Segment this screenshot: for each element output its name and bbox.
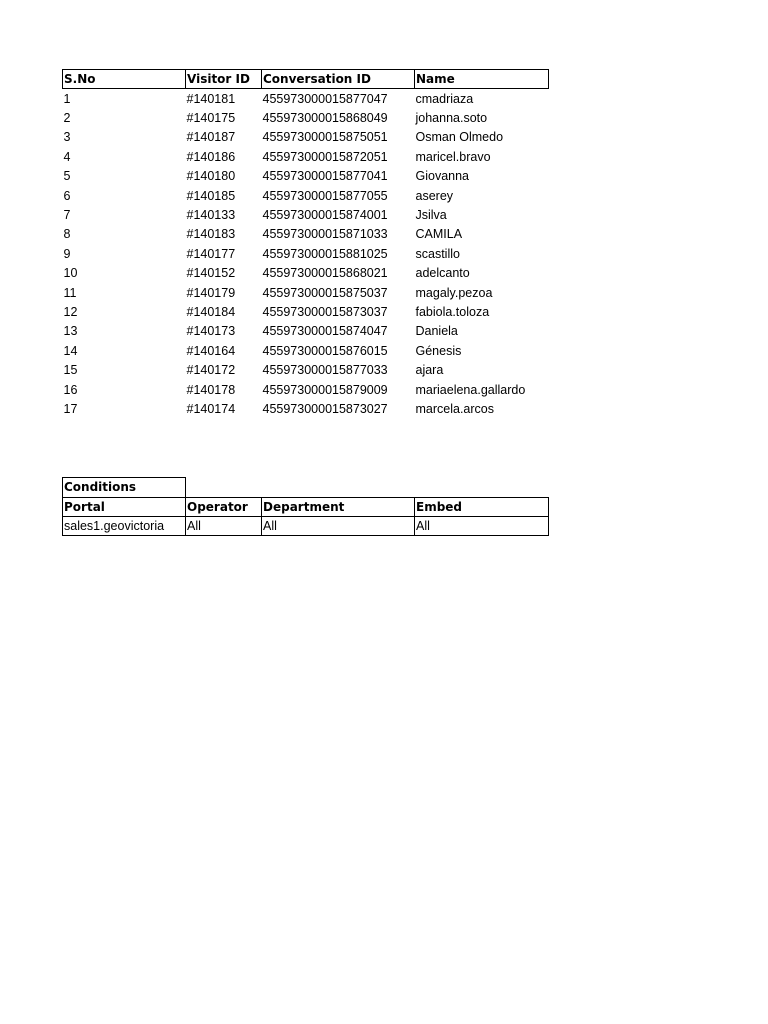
table-row [63,186,549,205]
cell-visitor-id: #140173 [186,324,236,339]
cell-conversation-id: 455973000015879009 [262,382,388,397]
cell-name: johanna.soto [415,111,488,126]
header-sno: S.No [63,70,186,89]
cell-name: marcela.arcos [415,401,494,416]
cell-sno: 6 [63,188,71,203]
cell-name: Génesis [415,343,462,358]
cell-sno: 14 [63,343,78,358]
cell-visitor-id: #140183 [186,227,236,242]
cell-sno: 3 [63,130,71,145]
cell-name: cmadriaza [415,91,474,106]
cell-visitor-id: #140172 [186,363,236,378]
department-value: All [262,516,415,535]
table-row [63,283,549,302]
table-row [63,264,549,283]
header-portal: Portal [63,497,186,516]
table-row [63,399,549,418]
cell-conversation-id: 455973000015877047 [262,91,388,106]
cell-visitor-id: #140179 [186,285,236,300]
header-name: Name [415,70,549,89]
cell-name: magaly.pezoa [415,285,493,300]
conditions-title-row [63,478,549,498]
operator-value: All [186,516,262,535]
table-row [63,302,549,321]
cell-visitor-id: #140174 [186,401,236,416]
header-department: Department [262,497,415,516]
cell-name: Jsilva [415,208,447,223]
table-row [63,244,549,263]
cell-visitor-id: #140185 [186,188,236,203]
cell-visitor-id: #140180 [186,169,236,184]
portal-value: sales1.geovictoria [63,516,186,535]
cell-name: CAMILA [415,227,463,242]
table-row [63,225,549,244]
cell-conversation-id: 455973000015868021 [262,266,388,281]
table-row [63,341,549,360]
cell-sno: 9 [63,246,71,261]
cell-conversation-id: 455973000015868049 [262,111,388,126]
cell-name: scastillo [415,246,460,261]
table-row [63,167,549,186]
cell-visitor-id: #140152 [186,266,236,281]
cell-name: aserey [415,188,454,203]
cell-sno: 16 [63,382,78,397]
cell-name: fabiola.toloza [415,304,490,319]
cell-visitor-id: #140181 [186,91,236,106]
cell-conversation-id: 455973000015873027 [262,401,388,416]
cell-conversation-id: 455973000015877055 [262,188,388,203]
cell-name: ajara [415,363,444,378]
cell-conversation-id: 455973000015875051 [262,130,388,145]
cell-visitor-id: #140178 [186,382,236,397]
cell-conversation-id: 455973000015877033 [262,363,388,378]
cell-sno: 10 [63,266,78,281]
table-row [63,128,549,147]
cell-visitor-id: #140164 [186,343,236,358]
cell-name: Daniela [415,324,458,339]
cell-sno: 8 [63,227,71,242]
cell-visitor-id: #140133 [186,208,236,223]
cell-conversation-id: 455973000015871033 [262,227,388,242]
cell-sno: 15 [63,363,78,378]
cell-visitor-id: #140177 [186,246,236,261]
cell-sno: 11 [63,285,77,300]
table-row [63,205,549,224]
cell-name: maricel.bravo [415,149,491,164]
cell-visitor-id: #140175 [186,111,236,126]
table-row [63,360,549,379]
cell-visitor-id: #140186 [186,149,236,164]
table-row [63,108,549,127]
table-row [63,322,549,341]
cell-name: Osman Olmedo [415,130,504,145]
cell-sno: 5 [63,169,71,184]
cell-conversation-id: 455973000015877041 [262,169,388,184]
cell-sno: 12 [63,304,78,319]
visitor-table [62,69,549,419]
cell-name: adelcanto [415,266,470,281]
header-operator: Operator [186,497,262,516]
cell-conversation-id: 455973000015876015 [262,343,388,358]
cell-sno: 2 [63,111,71,126]
header-visitor-id: Visitor ID [186,70,262,89]
cell-sno: 1 [63,91,71,106]
cell-conversation-id: 455973000015873037 [262,304,388,319]
cell-conversation-id: 455973000015875037 [262,285,388,300]
embed-value: All [415,516,549,535]
cell-sno: 4 [63,149,71,164]
conditions-title: Conditions [63,478,186,498]
header-embed: Embed [415,497,549,516]
conditions-header [63,497,549,516]
visitor-table-header [63,70,549,89]
cell-sno: 13 [63,324,78,339]
table-row [63,147,549,166]
cell-name: Giovanna [415,169,470,184]
cell-conversation-id: 455973000015874001 [262,208,388,223]
cell-conversation-id: 455973000015874047 [262,324,388,339]
header-conversation-id: Conversation ID [262,70,415,89]
cell-sno: 17 [63,401,78,416]
cell-conversation-id: 455973000015881025 [262,246,388,261]
cell-visitor-id: #140184 [186,304,236,319]
cell-sno: 7 [63,208,71,223]
conditions-values-row [63,516,549,535]
cell-visitor-id: #140187 [186,130,236,145]
cell-conversation-id: 455973000015872051 [262,149,388,164]
table-row [63,380,549,399]
conditions-table [62,477,549,536]
cell-name: mariaelena.gallardo [415,382,526,397]
table-row [63,89,549,109]
